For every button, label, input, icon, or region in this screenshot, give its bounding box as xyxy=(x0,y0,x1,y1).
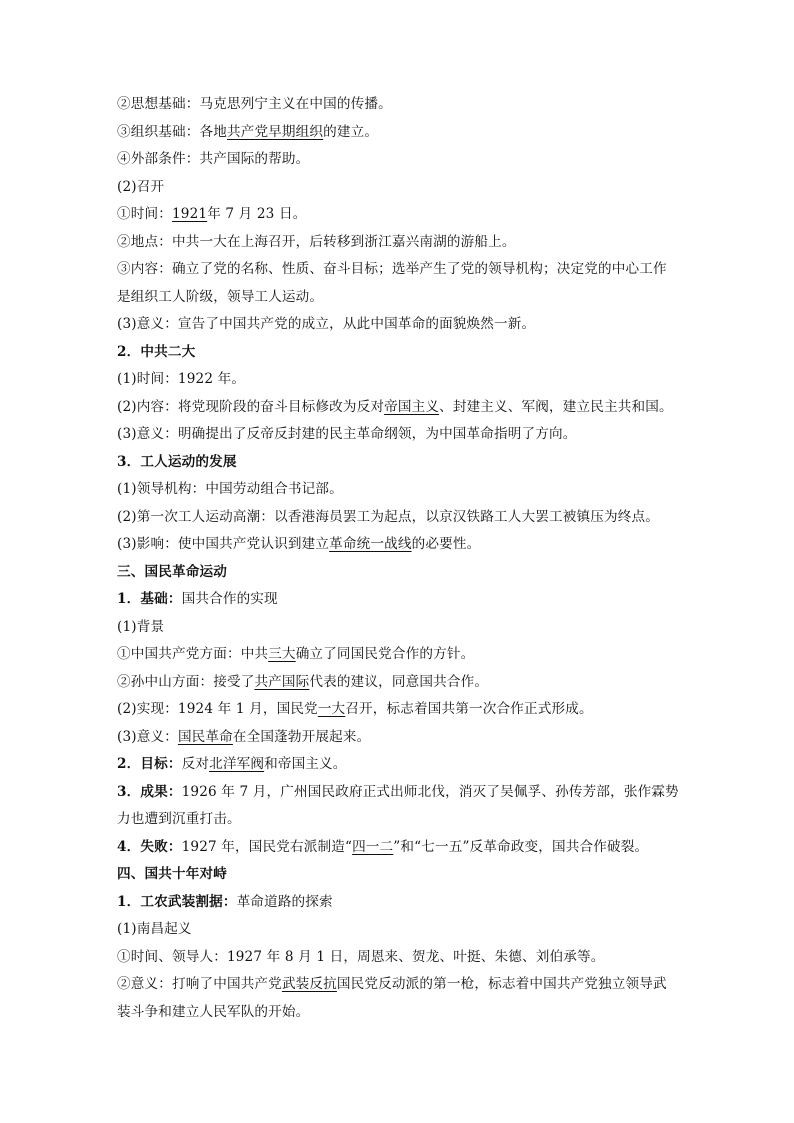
text-line xyxy=(117,119,687,147)
text-segment: (2)内容：将党现阶段的奋斗目标修改为反对 xyxy=(117,398,385,415)
text-line xyxy=(117,311,687,339)
section-heading xyxy=(117,559,687,587)
underlined-term: 国民革命 xyxy=(177,728,233,745)
text-line xyxy=(117,146,687,174)
text-line xyxy=(117,999,687,1027)
text-line xyxy=(117,366,687,394)
text-segment: 力也遭到沉重打击。 xyxy=(117,811,241,827)
text-segment: 在全国蓬勃开展起来。 xyxy=(232,728,371,745)
text-segment: 三、国民革命运动 xyxy=(117,563,227,580)
text-segment: ②地点：中共一大在上海召开，后转移到浙江嘉兴南湖的游船上。 xyxy=(117,233,516,250)
underlined-term: 北洋军阀 xyxy=(209,756,265,772)
text-segment: (3)意义：宣告了中国共产党的成立，从此中国革命的面貌焕然一新。 xyxy=(117,316,536,332)
text-segment: 1927 年，国民党右派制造“ xyxy=(181,838,353,855)
text-segment: 3．工人运动的发展 xyxy=(117,453,237,470)
underlined-term: 帝国主义 xyxy=(384,398,440,415)
text-segment: ④外部条件：共产国际的帮助。 xyxy=(117,151,310,167)
text-line xyxy=(117,916,687,944)
text-line xyxy=(117,394,687,422)
text-segment: 四、国共十年对峙 xyxy=(117,866,227,882)
text-segment: 确立了同国民党合作的方针。 xyxy=(295,646,475,662)
text-line xyxy=(117,201,687,229)
text-segment: 1926 年 7 月，广州国民政府正式出师北伐，消灭了吴佩孚、孙传芳部，张作霖势 xyxy=(181,783,679,800)
text-line xyxy=(117,91,687,119)
text-segment: (1)背景 xyxy=(117,618,165,635)
text-line xyxy=(117,944,687,972)
text-segment: 装斗争和建立人民军队的开始。 xyxy=(117,1003,310,1020)
text-segment: 召开，标志着国共第一次合作正式形成。 xyxy=(345,701,593,717)
underlined-term: 共产国际 xyxy=(254,673,310,690)
text-line xyxy=(117,476,687,504)
text-line xyxy=(117,971,687,999)
text-line xyxy=(117,889,687,917)
text-line xyxy=(117,806,687,834)
text-line xyxy=(117,586,687,614)
text-line xyxy=(117,834,687,862)
text-line xyxy=(117,531,687,559)
text-segment: (1)时间：1922 年。 xyxy=(117,371,246,387)
text-segment: (2)召开 xyxy=(117,178,165,195)
text-line xyxy=(117,229,687,257)
text-segment: ①时间、领导人：1927 年 8 月 1 日，周恩来、贺龙、叶挺、朱德、刘伯承等。 xyxy=(117,948,605,965)
text-segment: 代表的建议，同意国共合作。 xyxy=(309,673,489,690)
text-segment: (3)意义： xyxy=(117,728,178,745)
text-segment: ②意义：打响了中国共产党 xyxy=(117,976,282,992)
text-segment: 的必要性。 xyxy=(411,536,481,552)
text-line xyxy=(117,504,687,532)
text-segment: (3)意义：明确提出了反帝反封建的民主革命纲领，为中国革命指明了方向。 xyxy=(117,426,577,442)
text-line xyxy=(117,669,687,697)
document-body xyxy=(117,91,687,1026)
text-segment: (1)领导机构：中国劳动组合书记部。 xyxy=(117,481,343,497)
text-segment: 年 7 月 23 日。 xyxy=(207,206,307,222)
item-label: 3．成果： xyxy=(117,783,182,800)
text-line xyxy=(117,641,687,669)
text-line xyxy=(117,421,687,449)
text-segment: 国共合作的实现 xyxy=(181,591,278,607)
text-segment: (1)南昌起义 xyxy=(117,921,192,937)
text-segment: ①时间： xyxy=(117,206,172,222)
text-segment: ②思想基础：马克思列宁主义在中国的传播。 xyxy=(117,96,392,112)
text-segment: 革命道路的探索 xyxy=(236,893,333,910)
underlined-term: 四一二 xyxy=(352,838,394,855)
underlined-term: 三大 xyxy=(268,646,296,662)
item-label: 4．失败： xyxy=(117,838,182,855)
text-line xyxy=(117,174,687,202)
text-segment: ①中国共产党方面：中共 xyxy=(117,646,269,662)
text-line xyxy=(117,614,687,642)
section-heading xyxy=(117,449,687,477)
item-label: 1．工农武装割据： xyxy=(117,893,237,910)
text-line xyxy=(117,724,687,752)
text-segment: 国民党反动派的第一枪，标志着中国共产党独立领导武 xyxy=(336,976,667,992)
item-label: 2．目标： xyxy=(117,756,182,772)
text-line xyxy=(117,751,687,779)
text-segment: (2)第一次工人运动高潮：以香港海员罢工为起点，以京汉铁路工人大罢工被镇压为终点。 xyxy=(117,508,659,525)
underlined-term: 武装反抗 xyxy=(281,976,337,992)
text-line xyxy=(117,779,687,807)
underlined-term: 一大 xyxy=(317,701,346,717)
underlined-term: 革命统一战线 xyxy=(329,536,412,552)
underlined-term: 共产党早期组织 xyxy=(226,123,324,140)
text-segment: (3)影响：使中国共产党认识到建立 xyxy=(117,536,330,552)
text-segment: ”和“七一五”反革命政变，国共合作破裂。 xyxy=(393,838,649,855)
text-segment: ②孙中山方面：接受了 xyxy=(117,673,255,690)
text-segment: 反对 xyxy=(181,756,210,772)
item-label: 1．基础： xyxy=(117,591,182,607)
text-segment: ③内容：确立了党的名称、性质、奋斗目标；选举产生了党的领导机构；决定党的中心工作 xyxy=(117,261,667,277)
underlined-term: 1921 xyxy=(171,206,208,222)
text-segment: (2)实现：1924 年 1 月，国民党 xyxy=(117,701,318,717)
text-segment: 和帝国主义。 xyxy=(264,756,347,772)
text-segment: 是组织工人阶级，领导工人运动。 xyxy=(117,288,324,305)
text-segment: 2．中共二大 xyxy=(117,343,196,360)
text-segment: 的建立。 xyxy=(323,123,379,140)
section-heading xyxy=(117,339,687,367)
text-segment: 、封建主义、军阀，建立民主共和国。 xyxy=(439,398,673,415)
text-line xyxy=(117,256,687,284)
text-line xyxy=(117,696,687,724)
section-heading xyxy=(117,861,687,889)
text-segment: ③组织基础：各地 xyxy=(117,123,227,140)
text-line xyxy=(117,284,687,312)
